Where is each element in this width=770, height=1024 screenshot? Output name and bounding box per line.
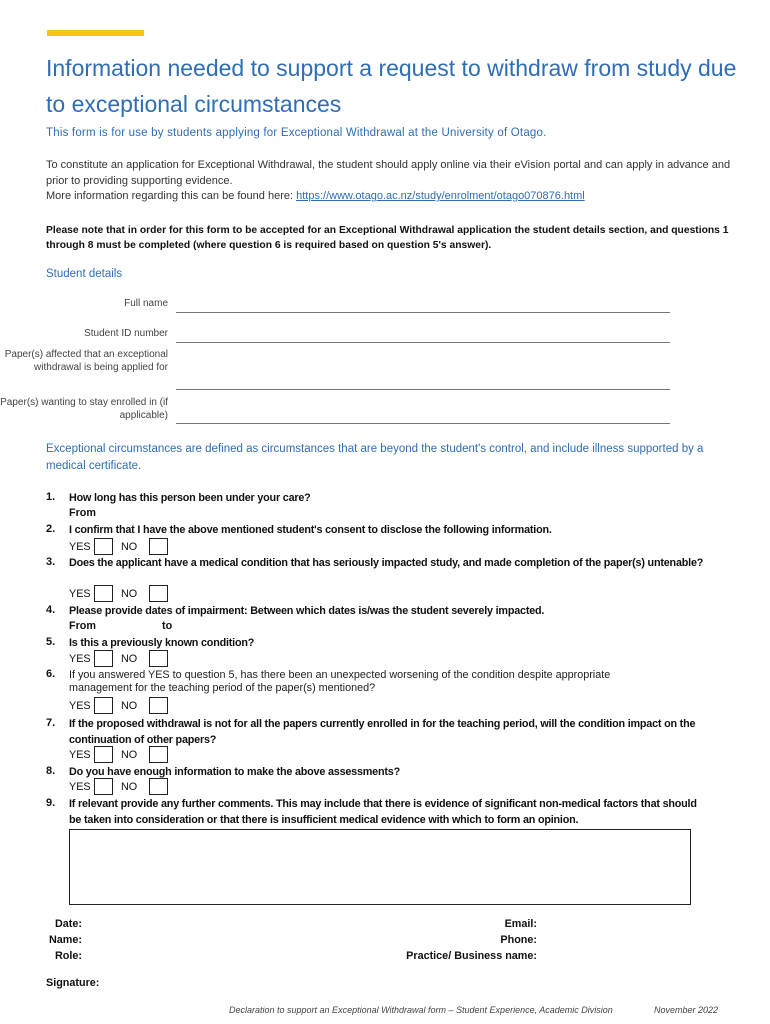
comments-textarea[interactable] — [69, 829, 691, 905]
question-number: 7. — [46, 717, 56, 729]
q8-yes-checkbox[interactable] — [94, 778, 113, 795]
q5-no-label: NO — [121, 653, 138, 665]
question-4-text: Please provide dates of impairment: Between which dates is/was the student severely impacted. — [69, 605, 545, 617]
footer-date: November 2022 — [654, 1005, 719, 1015]
practice-label: Practice/ Business name: — [406, 950, 537, 962]
question-9-text: If relevant provide any further comments. This may include that there is evidence of significant non-medical factors that should be taken into consideration or that there is insufficient medical evidence with which to form an opinion. — [69, 798, 697, 826]
q5-no-checkbox[interactable] — [149, 650, 168, 667]
papers-stay-label: Paper(s) wanting to stay enrolled in (if applicable) — [0, 397, 168, 421]
intro-line-2 — [46, 189, 736, 205]
question-1-text: How long has this person been under your care? — [69, 492, 311, 504]
intro-paragraph — [46, 158, 736, 205]
email-label: Email: — [504, 918, 537, 930]
student-id-label: Student ID number — [84, 328, 168, 339]
q5-yes-checkbox[interactable] — [94, 650, 113, 667]
q6-no-checkbox[interactable] — [149, 697, 168, 714]
full-name-field[interactable] — [176, 312, 670, 313]
phone-label: Phone: — [500, 934, 537, 946]
question-6-text: If you answered YES to question 5, has there been an unexpected worsening of the condition despite appropriate management for the teaching period of the paper(s) mentioned? — [69, 669, 611, 694]
papers-affected-field[interactable] — [176, 389, 670, 390]
question-number: 5. — [46, 636, 56, 648]
question-2-text: I confirm that I have the above mentioned student's consent to disclose the following information. — [69, 524, 552, 536]
date-label: Date: — [55, 918, 82, 930]
question-number: 9. — [46, 797, 56, 809]
signature-label: Signature: — [46, 977, 100, 989]
q6-yes-checkbox[interactable] — [94, 697, 113, 714]
q8-no-checkbox[interactable] — [149, 778, 168, 795]
page-title: Information needed to support a request to withdraw from study due to exceptional circumstances — [46, 55, 737, 117]
full-name-label: Full name — [124, 298, 168, 309]
question-number: 3. — [46, 556, 56, 568]
q3-no-checkbox[interactable] — [149, 585, 168, 602]
q3-yes-label: YES — [69, 588, 91, 600]
footer-title: Declaration to support an Exceptional Withdrawal form – Student Experience, Academic Division — [229, 1005, 613, 1015]
q2-yes-checkbox[interactable] — [94, 538, 113, 555]
q6-yes-label: YES — [69, 700, 91, 712]
question-number: 6. — [46, 668, 56, 680]
q2-no-checkbox[interactable] — [149, 538, 168, 555]
name-label: Name: — [48, 934, 82, 946]
student-id-field[interactable] — [176, 342, 670, 343]
completion-note: Please note that in order for this form to be accepted for an Exceptional Withdrawal application the student details section, and questions 1 through 8 must be completed (where question 6 is required based on question 5's answer). — [46, 225, 729, 251]
exceptional-definition: Exceptional circumstances are defined as circumstances that are beyond the student's control, and include illness supported by a medical certificate. — [46, 443, 704, 472]
q7-yes-label: YES — [69, 749, 91, 761]
q2-yes-label: YES — [69, 541, 91, 553]
q8-yes-label: YES — [69, 781, 91, 793]
papers-stay-field[interactable] — [176, 423, 670, 424]
question-7-text: If the proposed withdrawal is not for all the papers currently enrolled in for the teaching period, will the condition impact on the continuation of other papers? — [69, 718, 696, 746]
question-number: 4. — [46, 604, 56, 616]
intro-line-1: To constitute an application for Exceptional Withdrawal, the student should apply online via their eVision portal and can apply in advance and prior to providing supporting evidence. — [46, 159, 731, 187]
form-purpose: This form is for use by students applying for Exceptional Withdrawal at the University of Otago. — [46, 127, 547, 139]
intro-prefix: More information regarding this can be found here: — [46, 190, 294, 202]
q2-no-label: NO — [121, 541, 138, 553]
question-number: 1. — [46, 491, 56, 503]
q8-no-label: NO — [121, 781, 138, 793]
q7-no-label: NO — [121, 749, 138, 761]
question-8-text: Do you have enough information to make the above assessments? — [69, 766, 400, 778]
q4-from-label: From — [69, 620, 96, 632]
role-label: Role: — [55, 950, 82, 962]
question-5-text: Is this a previously known condition? — [69, 637, 255, 649]
q1-from-label: From — [69, 507, 96, 519]
question-number: 2. — [46, 523, 56, 535]
q6-no-label: NO — [121, 700, 138, 712]
q5-yes-label: YES — [69, 653, 91, 665]
question-number: 8. — [46, 765, 56, 777]
q7-no-checkbox[interactable] — [149, 746, 168, 763]
papers-affected-label: Paper(s) affected that an exceptional withdrawal is being applied for — [4, 349, 168, 373]
q7-yes-checkbox[interactable] — [94, 746, 113, 763]
info-link[interactable]: https://www.otago.ac.nz/study/enrolment/otago070876.html — [296, 190, 585, 202]
student-details-heading: Student details — [46, 268, 123, 280]
q4-to-label: to — [162, 620, 173, 632]
q3-yes-checkbox[interactable] — [94, 585, 113, 602]
q3-no-label: NO — [121, 588, 138, 600]
question-3-text: Does the applicant have a medical condition that has seriously impacted study, and made completion of the paper(s) untenable? — [69, 557, 704, 569]
accent-bar — [47, 30, 144, 36]
